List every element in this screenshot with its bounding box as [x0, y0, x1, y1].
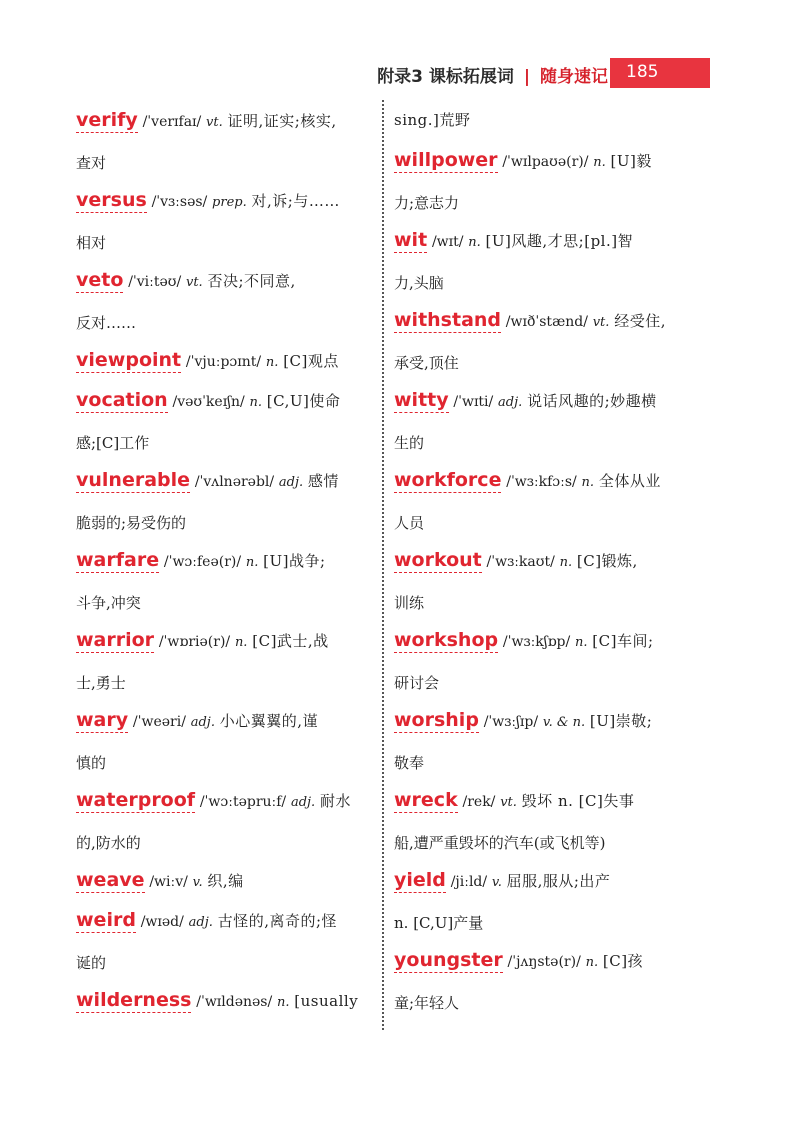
entry-word: wit: [394, 229, 428, 251]
column-divider: [382, 100, 385, 1030]
page-number-box: [610, 58, 710, 88]
entry-part-of-speech: n.: [581, 475, 595, 490]
entry-definition-continued: 相对: [76, 234, 107, 252]
dictionary-entry: [76, 780, 376, 863]
entry-definition-continued: 脆弱的;易受伤的: [76, 514, 187, 532]
entry-definition-continued: 研讨会: [394, 674, 440, 692]
entry-part-of-speech: vt.: [206, 115, 223, 130]
entry-definition-continued: 船,遭严重毁坏的汽车(或飞机等): [394, 834, 606, 852]
entry-definition-continued: 的,防水的: [76, 834, 141, 852]
entry-word: versus: [76, 189, 147, 211]
entry-part-of-speech: prep.: [212, 195, 247, 210]
dictionary-entry: [394, 460, 694, 543]
entry-word: warfare: [76, 549, 160, 571]
entry-part-of-speech: vt.: [500, 795, 517, 810]
entry-definition-continued: 诞的: [76, 954, 107, 972]
entry-phonetic: /jiːld/: [450, 874, 488, 890]
entry-word: veto: [76, 269, 124, 291]
entry-part-of-speech: n.: [249, 395, 263, 410]
entry-part-of-speech: n.: [559, 555, 573, 570]
dictionary-entry: [76, 340, 376, 383]
entry-phonetic: /ˈwɜːkfɔːs/: [506, 474, 577, 490]
entry-part-of-speech: v.: [192, 875, 203, 890]
dictionary-entry: [76, 900, 376, 983]
dictionary-entry: [76, 460, 376, 543]
entry-phonetic: /ˈweəri/: [132, 714, 186, 730]
entry-phonetic: /ˈwɔːtəpruːf/: [199, 794, 287, 810]
entry-phonetic: /wɪt/: [431, 234, 464, 250]
entry-word: witty: [394, 389, 449, 411]
dictionary-entry: [76, 700, 376, 783]
entry-definition: 耐水: [319, 792, 351, 810]
entry-part-of-speech: v. & n.: [542, 715, 586, 730]
dictionary-entry: [394, 100, 694, 140]
entry-phonetic: /wiːv/: [149, 874, 188, 890]
entry-part-of-speech: v.: [491, 875, 502, 890]
header-subtitle: 随身速记: [540, 67, 608, 87]
header-separator: |: [523, 67, 531, 87]
entry-part-of-speech: adj.: [290, 795, 316, 810]
entry-part-of-speech: n.: [575, 635, 588, 650]
entry-phonetic: /ˈvjuːpɔɪnt/: [185, 354, 262, 370]
entry-phonetic: /rek/: [462, 794, 496, 810]
entry-part-of-speech: n.: [593, 155, 606, 170]
entry-definition-continued: 童;年轻人: [394, 994, 460, 1012]
entry-phonetic: /ˈverɪfaɪ/: [142, 114, 202, 130]
dictionary-entry: [394, 540, 694, 623]
entry-definition: 说话风趣的;妙趣横: [527, 392, 657, 410]
entry-definition-continued: 查对: [76, 154, 107, 172]
entry-part-of-speech: adj.: [278, 475, 304, 490]
entry-definition: 经受住,: [614, 312, 666, 330]
dictionary-entry: [394, 860, 694, 943]
entry-part-of-speech: adj.: [188, 915, 213, 930]
entry-phonetic: /wɪəd/: [140, 914, 184, 930]
page-header: [0, 58, 800, 88]
dictionary-entry: [76, 980, 376, 1023]
dictionary-entry: [76, 380, 376, 463]
dictionary-entry: [76, 860, 376, 903]
dictionary-entry: [394, 940, 694, 1023]
entry-part-of-speech: n.: [468, 235, 481, 250]
entry-definition: 毁坏 n. [C]失事: [521, 792, 635, 810]
entry-word: wary: [76, 709, 129, 731]
entry-definition-continued: 士,勇士: [76, 674, 126, 692]
entry-part-of-speech: n.: [585, 955, 599, 970]
entry-definition: [C,U]使命: [266, 392, 341, 410]
entry-phonetic: /ˈwɒriə(r)/: [158, 634, 231, 650]
entry-definition-continued: 反对……: [76, 314, 137, 332]
entry-phonetic: /ˈwɪti/: [453, 394, 494, 410]
entry-definition-continued: 训练: [394, 594, 425, 612]
entry-word: weird: [76, 909, 136, 931]
dictionary-entry: [394, 700, 694, 783]
entry-word: wreck: [394, 789, 458, 811]
entry-definition: 屈服,服从;出产: [506, 872, 611, 890]
entry-definition: [U]战争;: [263, 552, 326, 570]
entry-word: withstand: [394, 309, 502, 331]
entry-definition-continued: 承受,顶住: [394, 354, 459, 372]
entry-definition: 小心翼翼的,谨: [219, 712, 319, 730]
entry-word: yield: [394, 869, 446, 891]
entry-definition: 证明,证实;核实,: [227, 112, 337, 130]
entry-word: viewpoint: [76, 349, 182, 371]
entry-definition: 织,编: [207, 872, 244, 890]
entry-definition: [C]武士,战: [252, 632, 329, 650]
entry-definition: [U]毅: [610, 152, 652, 170]
entry-part-of-speech: n.: [277, 995, 290, 1010]
entry-word: willpower: [394, 149, 498, 171]
entry-word: worship: [394, 709, 479, 731]
dictionary-entry: [394, 620, 694, 703]
entry-word: workforce: [394, 469, 502, 491]
entry-part-of-speech: n.: [265, 355, 279, 370]
entry-definition: [U]风趣,才思;[pl.]智: [485, 232, 634, 250]
entry-phonetic: /ˈjʌŋstə(r)/: [507, 954, 581, 970]
entry-definition: [U]崇敬;: [589, 712, 653, 730]
dictionary-entry: [394, 140, 694, 223]
entry-phonetic: /ˈwɪlpaʊə(r)/: [502, 154, 589, 170]
entry-phonetic: /ˈvɜːsəs/: [151, 194, 208, 210]
entry-definition-continued: 力,头脑: [394, 274, 444, 292]
entry-definition: [C]锻炼,: [576, 552, 638, 570]
entry-definition: 否决;不同意,: [207, 272, 296, 290]
entry-part-of-speech: adj.: [190, 715, 215, 730]
entry-phonetic: /ˈwɜːʃɪp/: [483, 714, 539, 730]
entry-definition-continued: 慎的: [76, 754, 107, 772]
entry-word: waterproof: [76, 789, 196, 811]
entry-word: workshop: [394, 629, 499, 651]
entry-word: wilderness: [76, 989, 192, 1011]
entry-definition-continued: 敬奉: [394, 754, 425, 772]
entry-definition: sing.]荒野: [394, 111, 471, 129]
entry-definition: [usually: [294, 992, 359, 1010]
entry-word: workout: [394, 549, 482, 571]
entry-phonetic: /ˈvʌlnərəbl/: [194, 474, 275, 490]
dictionary-entry: [76, 620, 376, 703]
dictionary-entry: [394, 300, 694, 383]
entry-definition: 对,诉;与……: [251, 192, 340, 210]
entry-word: vulnerable: [76, 469, 191, 491]
entry-phonetic: /ˈwɜːkaʊt/: [486, 554, 555, 570]
dictionary-entry: [76, 100, 376, 183]
entry-word: verify: [76, 109, 138, 131]
entry-word: youngster: [394, 949, 503, 971]
entry-definition-continued: 斗争,冲突: [76, 594, 141, 612]
entry-phonetic: /vəʊˈkeɪʃn/: [172, 394, 245, 410]
entry-phonetic: /ˈviːtəʊ/: [128, 274, 182, 290]
entry-definition-continued: 力;意志力: [394, 194, 460, 212]
entry-definition-continued: n. [C,U]产量: [394, 914, 484, 932]
entry-part-of-speech: vt.: [592, 315, 610, 330]
entry-phonetic: /ˈwɔːfeə(r)/: [163, 554, 242, 570]
header-title: 附录3 课标拓展词: [377, 67, 514, 87]
entry-word: weave: [76, 869, 145, 891]
entry-definition: 感情: [307, 472, 339, 490]
entry-definition: [C]观点: [283, 352, 339, 370]
entry-definition-continued: 感;[C]工作: [76, 434, 150, 452]
entry-definition: [C]车间;: [592, 632, 654, 650]
header-title-group: [377, 62, 608, 87]
page-number: 185: [626, 62, 659, 82]
dictionary-entry: [76, 540, 376, 623]
dictionary-entry: [76, 260, 376, 343]
entry-word: vocation: [76, 389, 168, 411]
dictionary-entry: [394, 780, 694, 863]
entry-phonetic: /ˈwɜːkʃɒp/: [502, 634, 571, 650]
dictionary-entry: [394, 220, 694, 303]
entry-definition-continued: 生的: [394, 434, 425, 452]
entry-part-of-speech: n.: [245, 555, 259, 570]
entry-definition: [C]孩: [602, 952, 644, 970]
entry-part-of-speech: n.: [234, 635, 248, 650]
entry-part-of-speech: vt.: [185, 275, 203, 290]
entry-phonetic: /ˈwɪldənəs/: [196, 994, 273, 1010]
entry-definition: 古怪的,离奇的;怪: [217, 912, 338, 930]
entry-definition-continued: 人员: [394, 514, 425, 532]
entry-part-of-speech: adj.: [498, 395, 523, 410]
entry-word: warrior: [76, 629, 155, 651]
entry-phonetic: /wɪðˈstænd/: [505, 314, 588, 330]
entry-definition: 全体从业: [598, 472, 661, 490]
dictionary-entry: [76, 180, 376, 263]
dictionary-entry: [394, 380, 694, 463]
